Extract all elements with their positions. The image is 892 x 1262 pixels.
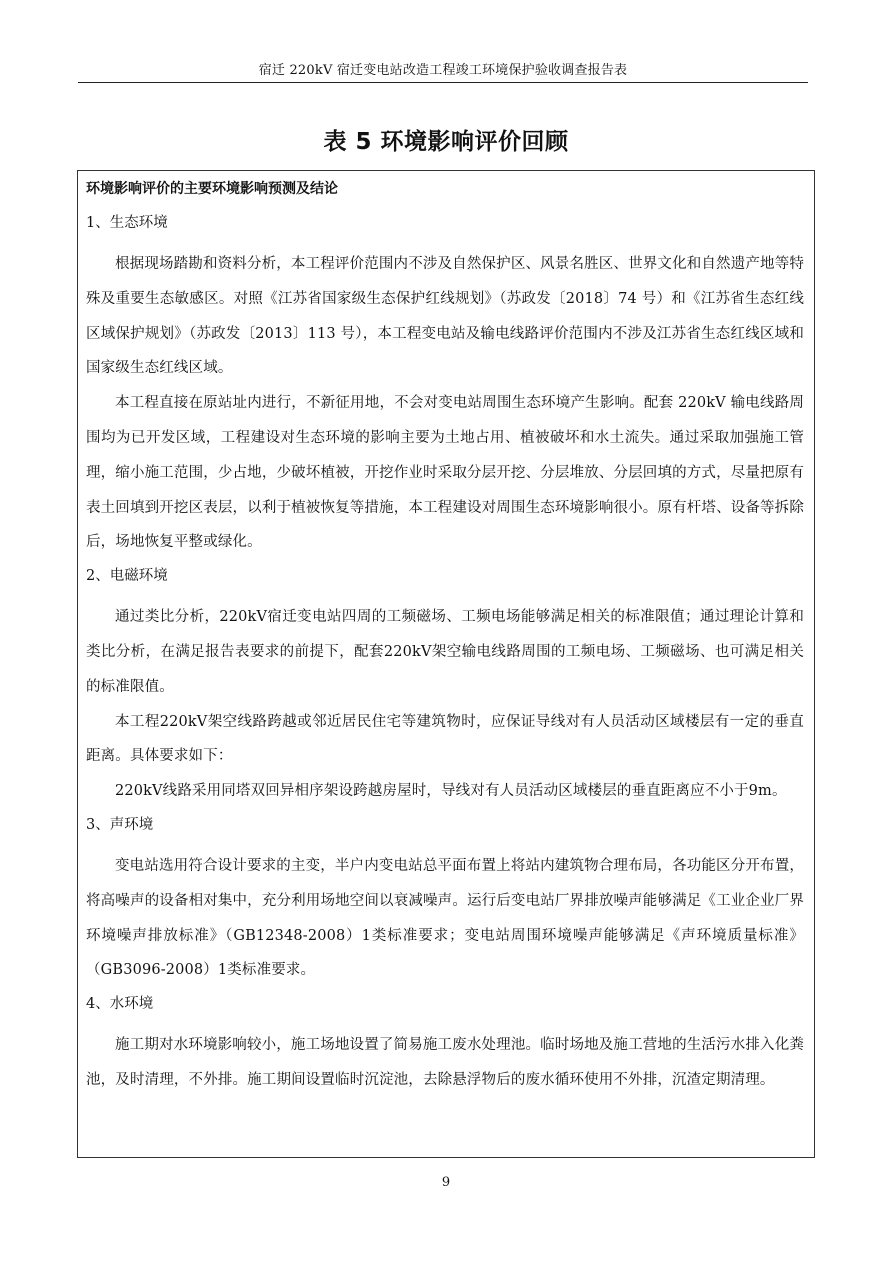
- paragraph: 220kV线路采用同塔双回异相序架设跨越房屋时，导线对有人员活动区域楼层的垂直距离应不小于9m。: [115, 783, 787, 800]
- paragraph: 通过类比分析，220kV宿迁变电站四周的工频磁场、工频电场能够满足相关的标准限值；通过理论计算和类比分析，在满足报告表要求的前提下，配套220kV架空输电线路周围的工频电场、工频磁场、也可满足相关的标准限值。: [86, 609, 804, 695]
- content-box: [77, 170, 815, 1158]
- paragraph: 本工程220kV架空线路跨越或邻近居民住宅等建筑物时，应保证导线对有人员活动区域楼层有一定的垂直距离。具体要求如下：: [86, 713, 804, 765]
- paragraph: 施工期对水环境影响较小，施工场地设置了简易施工废水处理池。临时场地及施工营地的生活污水排入化粪池，及时清理，不外排。施工期间设置临时沉淀池，去除悬浮物后的废水循环使用不外排，沉渣定期清理。: [86, 1037, 804, 1088]
- box-heading: 环境影响评价的主要环境影响预测及结论: [86, 181, 338, 197]
- paragraph: 本工程直接在原站址内进行，不新征用地，不会对变电站周围生态环境产生影响。配套 220kV 输电线路周围均为已开发区域，工程建设对生态环境的影响主要为土地占用、植被破坏和水土流失。通过采取加强施工管理，缩小施工范围，少占地，少破坏植被，开挖作业时采取分层开挖、分层堆放、分层回填的方式，尽量把原有表土回填到开挖区表层，以利于植被恢复等措施，本工程建设对周围生态环境影响很小。原有杆塔、设备等拆除后，场地恢复平整或绿化。: [86, 395, 804, 551]
- page-title: 表 5 环境影响评价回顾: [323, 129, 569, 155]
- paragraph: 变电站选用符合设计要求的主变，半户内变电站总平面布置上将站内建筑物合理布局，各功能区分开布置，将高噪声的设备相对集中，充分利用场地空间以衰减噪声。运行后变电站厂界排放噪声能够满足《工业企业厂界环境噪声排放标准》（GB12348-2008）1类标准要求；变电站周围环境噪声能够满足《声环境质量标准》（GB3096-2008）1类标准要求。: [86, 857, 804, 979]
- running-header: 宿迁 220kV 宿迁变电站改造工程竣工环境保护验收调查报告表: [258, 63, 628, 78]
- section-heading-ecology: 1、生态环境: [86, 215, 168, 231]
- page-number: 9: [441, 1175, 451, 1190]
- header-divider: [78, 82, 808, 83]
- paragraph: 根据现场踏勘和资料分析，本工程评价范围内不涉及自然保护区、风景名胜区、世界文化和自然遗产地等特殊及重要生态敏感区。对照《江苏省国家级生态保护红线规划》（苏政发〔2018〕74 号）和《江苏省生态红线区域保护规划》（苏政发〔2013〕113 号），本工程变电站及输电线路评价范围内不涉及江苏省生态红线区域和国家级生态红线区域。: [86, 256, 804, 377]
- section-heading-water: 4、水环境: [86, 996, 154, 1013]
- section-heading-electromagnetic: 2、电磁环境: [86, 568, 168, 585]
- section-heading-acoustic: 3、声环境: [86, 816, 154, 833]
